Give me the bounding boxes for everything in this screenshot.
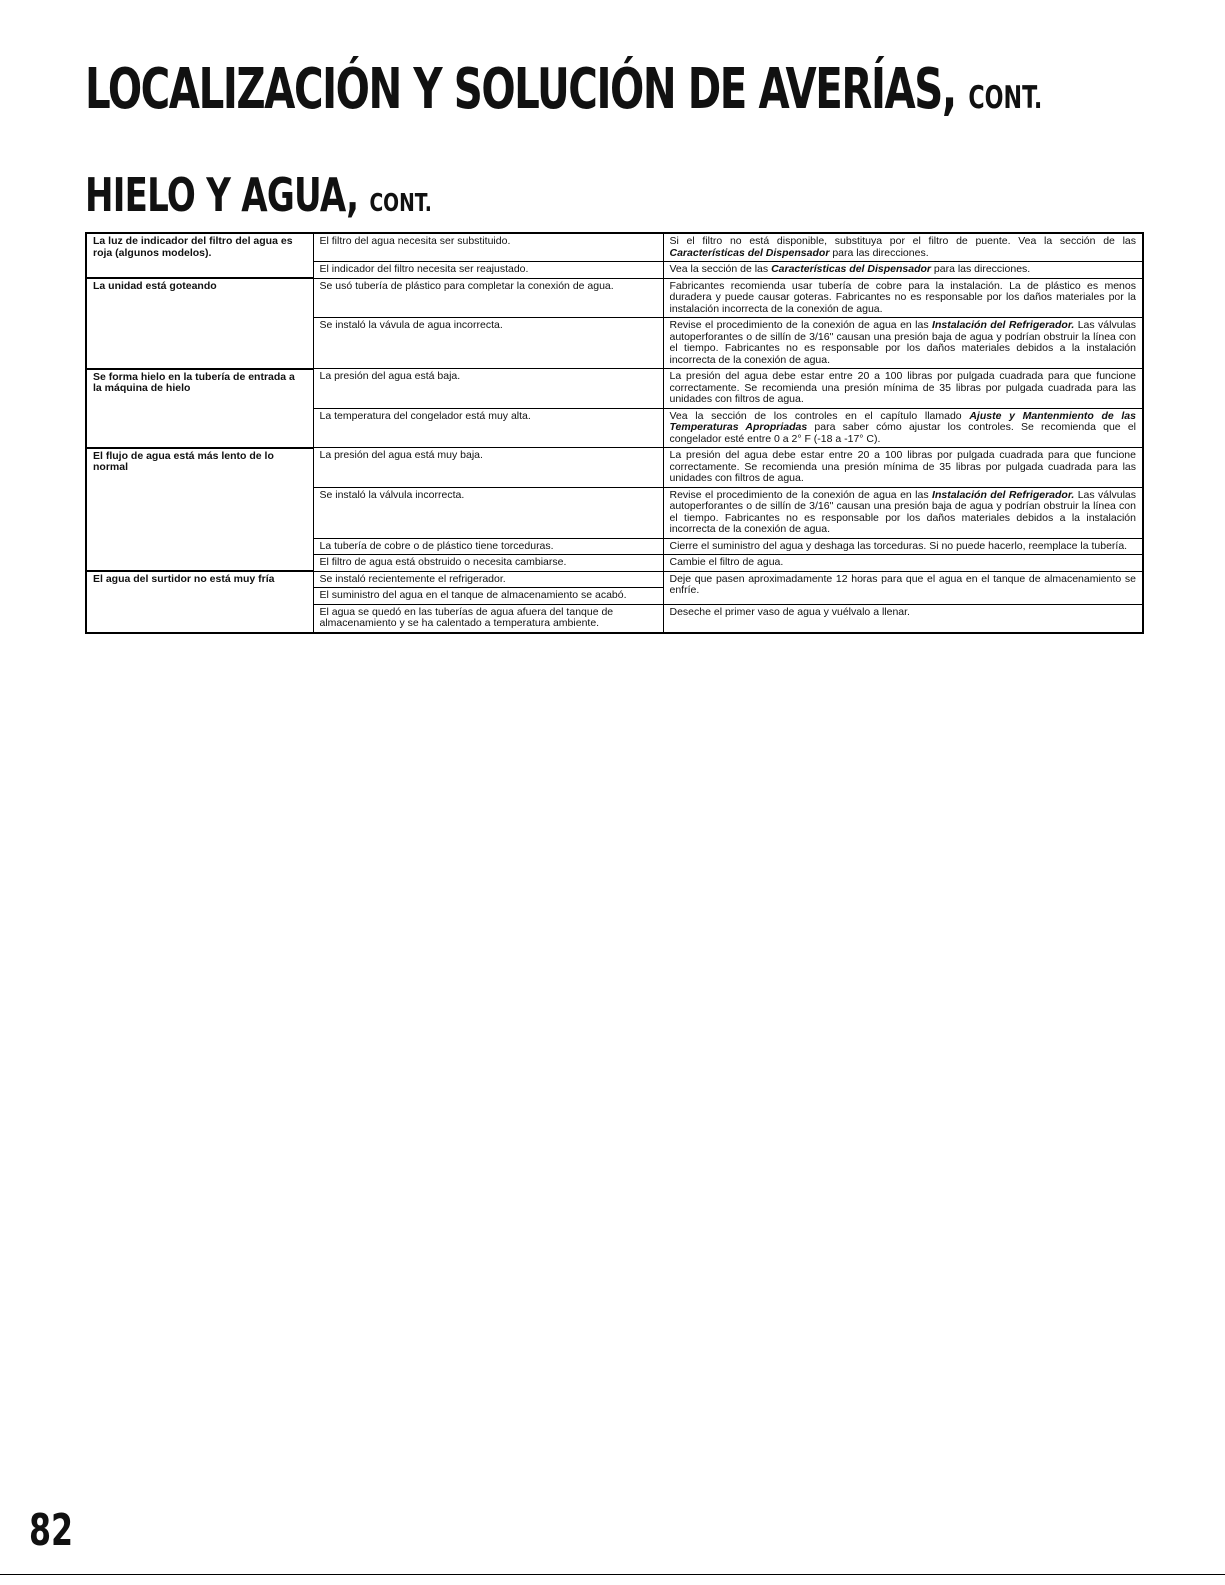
solution-cell [663,487,1143,538]
section-title-suffix: CONT. [369,188,432,217]
solution-cell [663,318,1143,369]
solution-cell [663,538,1143,555]
table-row [86,369,1143,409]
solution-text: para las direcciones. [930,263,1031,275]
solution-cell [663,278,1143,318]
table-row [86,278,1143,318]
solution-text: Fabricantes recomienda usar tubería de cobre para la instalación. La de plástico es menos duradera y puede causar goteras. Fabricantes no es responsable por los daños materiales por la instalación incorrecta de la conexión de agua. [669,279,1136,315]
solution-text: Deseche el primer vaso de agua y vuélvalo a llenar. [669,605,910,618]
solution-text: Revise el procedimiento de la conexión de agua en las [669,319,933,331]
solution-text: para saber cómo ajustar los controles. Se recomienda que el congelador esté entre 0 a 2° F (-18 a -17° C). [669,421,1136,445]
problem-cell: El flujo de agua está más lento de lo normal [86,448,313,572]
solution-emphasis: Características del Dispensador [771,263,931,275]
problem-cell: El agua del surtidor no está muy fría [86,571,313,633]
solution-cell [663,369,1143,409]
solution-cell [663,262,1143,279]
solution-text: Las válvulas autoperforantes o de sillín de 3/16" causan una presión baja de agua y podrían obstruir la línea con el tiempo. Fabricantes no es responsable por los daños materiales debidos a la instalación incorrecta de la conexión de agua. [669,319,1136,366]
page-title-text: LOCALIZACIÓN Y SOLUCIÓN DE AVERÍAS, [85,57,956,122]
problem-cell: Se forma hielo en la tubería de entrada a la máquina de hielo [86,369,313,448]
solution-cell [663,233,1143,262]
solution-text: Vea la sección de las [669,263,772,275]
cause-cell: La temperatura del congelador está muy alta. [313,408,663,448]
page-title-suffix: CONT. [968,80,1043,116]
solution-emphasis: Instalación del Refrigerador. [932,319,1075,331]
solution-cell [663,408,1143,448]
solution-text: Revise el procedimiento de la conexión de agua en las [669,488,933,501]
solution-text: Deje que pasen aproximadamente 12 horas para que el agua en el tanque de almacenamiento se enfríe. [669,572,1136,596]
cause-cell: La presión del agua está muy baja. [313,448,663,488]
table-row [86,233,1143,262]
solution-cell [663,604,1143,633]
cause-cell: La presión del agua está baja. [313,369,663,409]
troubleshooting-table-body [86,233,1143,633]
cause-cell: La tubería de cobre o de plástico tiene torceduras. [313,538,663,555]
page-number: 82 [29,1505,74,1556]
cause-cell: Se instaló la válvula incorrecta. [313,487,663,538]
problem-cell: La luz de indicador del filtro del agua es roja (algunos modelos). [86,233,313,278]
solution-text: Cierre el suministro del agua y deshaga las torceduras. Si no puede hacerlo, reemplace la tubería. [669,539,1128,552]
cause-cell: El filtro de agua está obstruido o necesita cambiarse. [313,555,663,572]
cause-cell: Se usó tubería de plástico para completar la conexión de agua. [313,278,663,318]
solution-emphasis: Ajuste y Mantenmiento de las Temperaturas Apropriadas [669,409,1136,433]
solution-cell [663,555,1143,572]
table-row [86,571,1143,588]
cause-cell: Se instaló la vávula de agua incorrecta. [313,318,663,369]
solution-text: Si el filtro no está disponible, substituya por el filtro de puente. Vea la sección de las [669,235,1136,247]
solution-text: para las direcciones. [829,246,929,259]
cause-cell: El suministro del agua en el tanque de almacenamiento se acabó. [313,588,663,605]
page-title [85,58,1042,130]
cause-cell: El indicador del filtro necesita ser reajustado. [313,262,663,279]
section-title-text: HIELO Y AGUA, [85,168,359,222]
solution-cell [663,571,1143,604]
table-row [86,448,1143,488]
cause-cell: El agua se quedó en las tuberías de agua afuera del tanque de almacenamiento y se ha calentado a temperatura ambiente. [313,604,663,633]
cause-cell: Se instaló recientemente el refrigerador. [313,571,663,588]
section-title [85,168,432,230]
solution-text: Cambie el filtro de agua. [669,556,784,568]
solution-text: La presión del agua debe estar entre 20 a 100 libras por pulgada cuadrada para que funcione correctamente. Se recomienda una presión mínima de 35 libras por pulgada cuadrada para las unidades con filtros de agua. [669,449,1136,484]
solution-text: Vea la sección de los controles en el capítulo llamado [669,409,970,422]
solution-cell [663,448,1143,488]
solution-text: Las válvulas autoperforantes o de sillín de 3/16" causan una presión baja de agua y podrían obstruir la línea con el tiempo. Fabricantes no es responsable por los daños materiales debidos a la instalación incorrecta de la conexión de agua. [669,488,1136,535]
cause-cell: El filtro del agua necesita ser substituido. [313,233,663,262]
bottom-rule [0,1574,1225,1575]
solution-emphasis: Características del Dispensador [669,246,830,259]
problem-cell: La unidad está goteando [86,278,313,369]
troubleshooting-table [85,232,1144,634]
solution-emphasis: Instalación del Refrigerador. [932,488,1075,501]
solution-text: La presión del agua debe estar entre 20 a 100 libras por pulgada cuadrada para que funcione correctamente. Se recomienda una presión mínima de 35 libras por pulgada cuadrada para las unidades con filtros de agua. [669,370,1136,405]
